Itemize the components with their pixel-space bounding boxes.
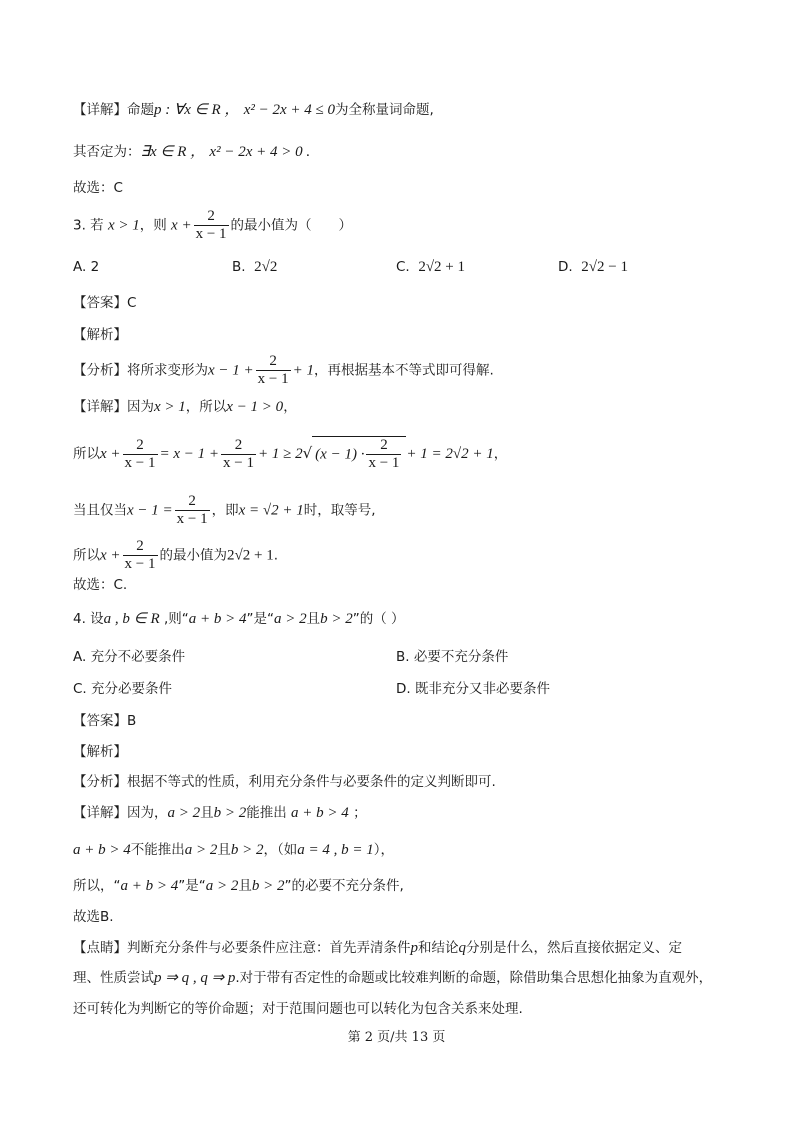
q4-detail: [73, 803, 367, 823]
text: ”是“: [178, 878, 206, 894]
text: ，则: [139, 217, 167, 234]
text: .: [273, 547, 278, 564]
q3-fenxi: [73, 353, 494, 388]
text: 和结论: [418, 940, 459, 956]
text: 能推出: [246, 805, 287, 821]
q3-equality: [73, 493, 376, 528]
q4-fenxi: 【分析】根据不等式的性质，利用充分条件与必要条件的定义判断即可.: [73, 774, 496, 790]
formula: 2√2: [254, 259, 278, 275]
tag: 【详解】: [73, 805, 127, 821]
formula: a + b > 4: [120, 878, 179, 894]
formula: a = 4 , b = 1: [297, 842, 374, 858]
text: 当且仅当: [73, 502, 127, 519]
q4-option-d: D. 既非充分又非必要条件: [396, 681, 550, 697]
text: ，（如: [263, 842, 298, 858]
numerator: 2: [207, 208, 215, 224]
text: 且: [200, 805, 214, 821]
text: 其否定为：: [73, 144, 141, 160]
formula: b > 2: [251, 878, 285, 894]
q4-conclusion: [73, 876, 404, 896]
option-label: D.: [558, 259, 573, 275]
denominator: x − 1: [257, 371, 289, 387]
page-footer: 第 2 页/共 13 页: [347, 1030, 446, 1045]
formula: x > 1: [107, 217, 140, 234]
fraction: [123, 437, 158, 472]
formula: a > 2: [205, 878, 239, 894]
text: 所以: [73, 547, 100, 564]
text: 理、性质尝试: [73, 970, 154, 986]
text: 命题: [127, 102, 154, 118]
text: ，: [283, 399, 297, 415]
formula: + 1 ≥ 2: [258, 446, 303, 462]
formula: x² − 2x + 4 > 0 .: [209, 144, 311, 160]
option-c: [396, 257, 465, 277]
formula: x > 1: [154, 399, 186, 415]
q3-conclusion: [73, 538, 278, 573]
text: 所以，“: [73, 878, 121, 894]
formula: q: [458, 940, 466, 956]
option-label: B.: [232, 259, 246, 275]
formula: a + b > 4: [188, 611, 247, 627]
formula: x +: [100, 446, 121, 462]
text: 时，取等号,: [303, 502, 376, 519]
text: 且: [238, 878, 252, 894]
formula: a + b > 4: [73, 842, 131, 858]
tag: 【分析】: [73, 362, 127, 379]
text: ，即: [211, 502, 239, 519]
formula: b > 2: [230, 842, 264, 858]
formula: ∃x ∈ R ，: [140, 144, 206, 160]
numerator: 2: [136, 538, 144, 554]
option-b: [232, 257, 277, 277]
q3-end: 故选：C.: [73, 577, 128, 593]
formula: = x − 1 +: [159, 446, 220, 462]
note-line-3: 还可转化为判断它的等价命题；对于范围问题也可以转化为包含关系来处理.: [73, 1001, 523, 1017]
question-3: [73, 208, 352, 243]
detail-tag: 【详解】: [73, 102, 127, 118]
text: ”的（ ）: [352, 611, 405, 627]
formula: a + b > 4: [291, 805, 349, 821]
formula: x − 1 > 0: [226, 399, 284, 415]
q4-option-a: A. 充分不必要条件: [73, 649, 186, 665]
text: ”的必要不充分条件,: [284, 878, 404, 894]
fraction: [221, 437, 256, 472]
denominator: x − 1: [124, 454, 156, 471]
q4-counterexample: [73, 840, 394, 860]
fraction: [366, 437, 401, 472]
formula: a , b ∈ R: [103, 611, 160, 627]
text: 且: [306, 611, 321, 627]
text: ”是“: [246, 611, 274, 627]
formula: b > 2: [213, 805, 247, 821]
denominator: x − 1: [124, 556, 156, 572]
q3-derivation: [73, 436, 507, 472]
numerator: 2: [234, 436, 243, 453]
numerator: 2: [380, 437, 388, 453]
formula: 2√2 − 1: [581, 259, 628, 275]
denominator: x − 1: [223, 454, 254, 471]
numerator: 2: [269, 353, 277, 369]
formula: p : ∀x ∈ R ，: [154, 102, 240, 118]
text: ），: [373, 842, 394, 858]
option-d: [558, 257, 628, 277]
radical-sign: √: [302, 444, 313, 462]
formula: 2√2 + 1: [227, 547, 274, 564]
q4-option-b: B. 必要不充分条件: [396, 649, 509, 665]
negation-line: [73, 142, 310, 162]
formula: b > 2: [320, 611, 353, 627]
formula: a > 2: [184, 842, 218, 858]
formula: 2√2 + 1: [418, 259, 466, 275]
note-line-2: [73, 968, 712, 988]
option-label: C.: [396, 259, 410, 275]
numerator: 2: [188, 493, 196, 509]
formula: x − 1 =: [127, 502, 173, 519]
text: ，: [493, 446, 508, 462]
text: ,则“: [159, 611, 189, 627]
fraction: [256, 353, 291, 388]
question-number: 4. 设: [73, 611, 104, 627]
formula: + 1 = 2√2 + 1: [406, 446, 494, 462]
denominator: x − 1: [176, 511, 208, 527]
text: 因为，: [127, 805, 168, 821]
option-a: A. 2: [73, 259, 100, 275]
text: .对于带有否定性的命题或比较难判断的命题，除借助集合思想化抽象为直观外，: [235, 970, 713, 986]
fraction: [175, 493, 210, 528]
q3-analysis-header: 【解析】: [73, 327, 127, 343]
text: 为全称量词命题,: [335, 102, 434, 118]
text: 且: [217, 842, 231, 858]
tag: 【点睛】: [73, 940, 127, 956]
fraction: [194, 208, 229, 243]
formula: x +: [171, 217, 192, 234]
formula: (x − 1) ·: [315, 446, 365, 463]
formula: a > 2: [167, 805, 201, 821]
text: 分别是什么，然后直接依据定义、定: [466, 940, 682, 956]
tag: 【详解】: [73, 399, 127, 415]
text: ，再根据基本不等式即可得解.: [314, 362, 494, 379]
text: ；: [353, 805, 367, 821]
text: ，所以: [185, 399, 227, 415]
text: 判断充分条件与必要条件应注意：首先弄清条件: [127, 940, 411, 956]
q4-end: 故选B.: [73, 909, 114, 925]
text: 的最小值为: [159, 547, 227, 564]
q3-detail: [73, 397, 297, 417]
text: 因为: [127, 399, 154, 415]
formula: p: [410, 940, 418, 956]
q4-analysis-header: 【解析】: [73, 744, 127, 760]
formula: + 1: [292, 362, 314, 379]
detail-line-1: [73, 100, 434, 120]
radicand: [312, 436, 406, 472]
answer-line: 故选：C: [73, 180, 123, 196]
q3-answer: 【答案】C: [73, 295, 137, 311]
fraction: [123, 538, 158, 573]
denominator: x − 1: [368, 455, 400, 471]
formula: a > 2: [273, 611, 307, 627]
denominator: x − 1: [195, 226, 227, 242]
formula: p ⇒ q , q ⇒ p: [154, 970, 236, 986]
note-line-1: [73, 938, 682, 958]
numerator: 2: [136, 436, 144, 453]
question-number: 3. 若: [73, 217, 104, 234]
formula: x² − 2x + 4 ≤ 0: [243, 102, 335, 118]
formula: x = √2 + 1: [238, 502, 304, 519]
text: 的最小值为（ ）: [230, 217, 353, 234]
text: 不能推出: [130, 842, 185, 858]
formula: x +: [100, 547, 121, 564]
q4-option-c: C. 充分必要条件: [73, 681, 173, 697]
question-4: [73, 609, 405, 629]
text: 所以: [73, 446, 100, 462]
text: 将所求变形为: [127, 362, 208, 379]
formula: x − 1 +: [208, 362, 254, 379]
q4-answer: 【答案】B: [73, 713, 137, 729]
